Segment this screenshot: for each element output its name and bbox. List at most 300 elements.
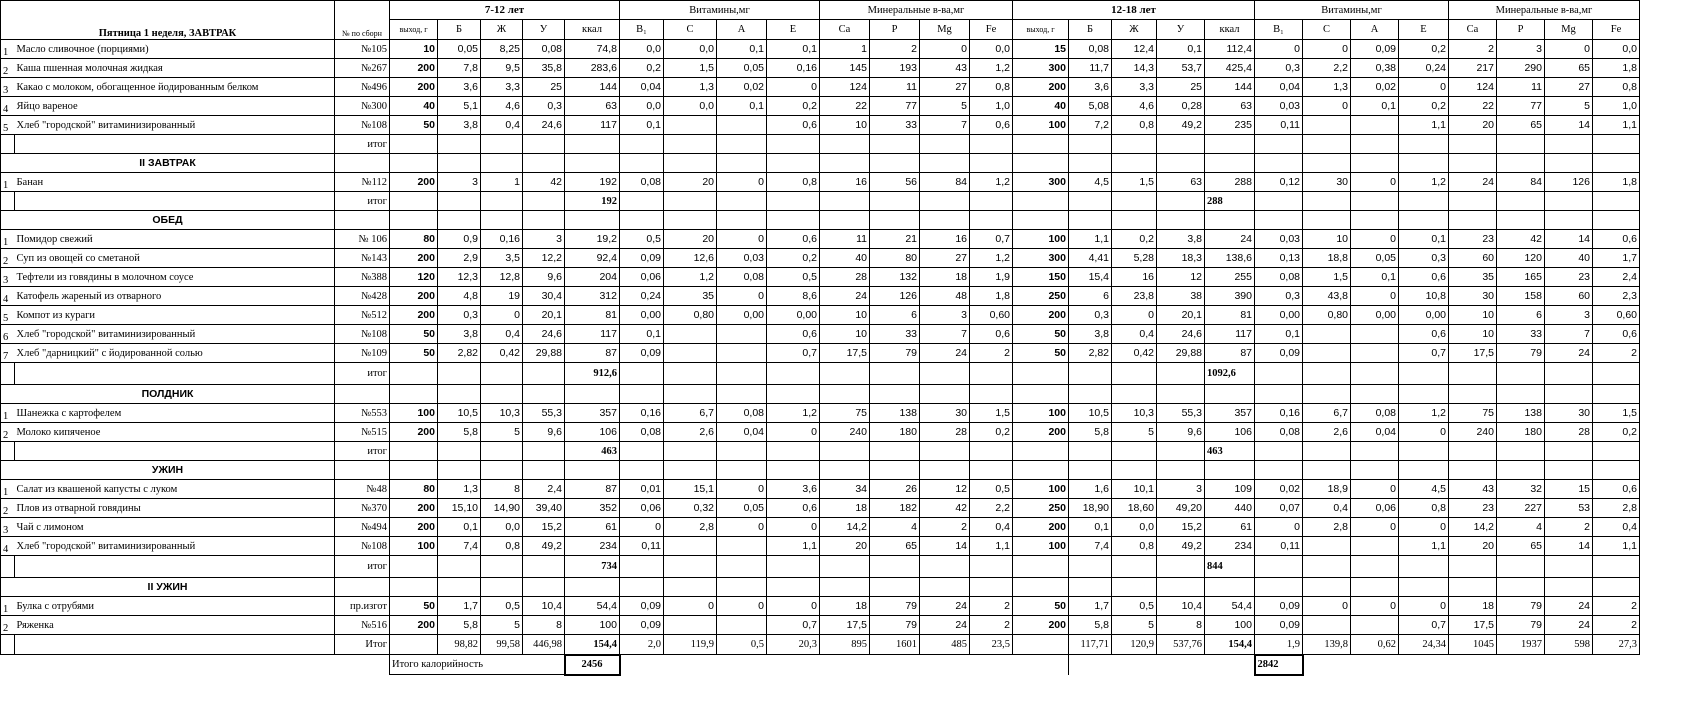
value-b-b12: 0,1 — [1255, 325, 1303, 344]
value-a-c: 6,7 — [664, 404, 717, 423]
empty-cell — [481, 442, 523, 461]
value-a-y: 80 — [390, 480, 438, 499]
empty-cell — [1255, 461, 1303, 480]
value-a-e: 0,8 — [767, 173, 820, 192]
empty-cell — [820, 192, 870, 211]
value-b-b2: 11,7 — [1069, 59, 1112, 78]
value-b-mg2: 24 — [1545, 616, 1593, 635]
value-b-a2: 0,06 — [1351, 499, 1399, 518]
value-a-zh: 8,25 — [481, 40, 523, 59]
value-b-mg2: 24 — [1545, 597, 1593, 616]
value-b-u2: 8 — [1157, 616, 1205, 635]
value-a-p: 80 — [870, 249, 920, 268]
value-b-b2: 6 — [1069, 287, 1112, 306]
value-a-a: 0,05 — [717, 59, 767, 78]
section-total-a: 192 — [565, 192, 620, 211]
value-b-u2: 25 — [1157, 78, 1205, 97]
value-a-b: 3,6 — [438, 78, 481, 97]
empty-cell — [620, 385, 664, 404]
value-b-p2: 4 — [1497, 518, 1545, 537]
value-b-fe2: 1,7 — [1593, 249, 1640, 268]
value-a-kcal: 87 — [565, 480, 620, 499]
value-a-y: 100 — [390, 537, 438, 556]
value-a-fe: 2 — [970, 597, 1013, 616]
empty-cell — [1069, 363, 1112, 385]
section-total-b — [1205, 135, 1255, 154]
menu-row — [1, 306, 1640, 325]
value-a-mg: 24 — [920, 616, 970, 635]
value-a-zh: 5 — [481, 423, 523, 442]
value-b-y2: 200 — [1013, 423, 1069, 442]
empty-cell — [1593, 461, 1640, 480]
value-b-y2: 100 — [1013, 404, 1069, 423]
col-u-b: У — [1157, 20, 1205, 40]
value-b-c2: 0,4 — [1303, 499, 1351, 518]
value-b-p2: 65 — [1497, 116, 1545, 135]
empty-cell — [1497, 461, 1545, 480]
empty-cell — [438, 192, 481, 211]
value-b-mg2: 14 — [1545, 116, 1593, 135]
dish-name: Банан — [15, 173, 335, 192]
empty-cell — [1545, 211, 1593, 230]
value-a-mg: 43 — [920, 59, 970, 78]
empty-cell — [390, 635, 438, 655]
empty-cell — [1013, 211, 1069, 230]
value-a-c: 35 — [664, 287, 717, 306]
value-b-u2: 3 — [1157, 480, 1205, 499]
value-b-fe2: 2,3 — [1593, 287, 1640, 306]
empty-cell — [1112, 556, 1157, 578]
menu-row — [1, 97, 1640, 116]
value-b-u2: 18,3 — [1157, 249, 1205, 268]
value-b-b2: 5,8 — [1069, 616, 1112, 635]
value-a-p: 2 — [870, 40, 920, 59]
value-b-zh2: 0 — [1112, 306, 1157, 325]
value-b-mg2: 7 — [1545, 325, 1593, 344]
menu-row — [1, 116, 1640, 135]
empty-cell — [1449, 135, 1497, 154]
value-a-ca: 145 — [820, 59, 870, 78]
value-b-mg2: 27 — [1545, 78, 1593, 97]
empty-cell — [620, 192, 664, 211]
empty-cell — [1351, 556, 1399, 578]
grand-total-a: 23,5 — [970, 635, 1013, 655]
value-a-c: 1,3 — [664, 78, 717, 97]
value-a-fe: 0,0 — [970, 40, 1013, 59]
dish-name: Ряженка — [15, 616, 335, 635]
empty-cell — [390, 154, 438, 173]
row-index: 4 — [1, 287, 15, 306]
value-b-mg2: 23 — [1545, 268, 1593, 287]
empty-cell — [620, 655, 1069, 675]
value-b-p2: 11 — [1497, 78, 1545, 97]
calories-label: Итого калорийность — [390, 655, 565, 675]
value-a-mg: 7 — [920, 325, 970, 344]
empty-cell — [1013, 461, 1069, 480]
total-label: итог — [335, 192, 390, 211]
recipe-number: №428 — [335, 287, 390, 306]
empty-cell — [523, 211, 565, 230]
value-b-b12: 0,00 — [1255, 306, 1303, 325]
section-header — [1, 154, 1640, 173]
col-min-b: P — [1497, 20, 1545, 40]
value-a-fe: 1,2 — [970, 59, 1013, 78]
empty-cell — [1112, 192, 1157, 211]
empty-cell — [1013, 363, 1069, 385]
empty-cell — [664, 461, 717, 480]
empty-cell — [565, 385, 620, 404]
value-a-p: 65 — [870, 537, 920, 556]
empty-cell — [1205, 461, 1255, 480]
empty-cell — [390, 556, 438, 578]
value-b-c2: 2,8 — [1303, 518, 1351, 537]
empty-cell — [438, 363, 481, 385]
value-a-y: 50 — [390, 344, 438, 363]
value-b-p2: 227 — [1497, 499, 1545, 518]
dish-name: Плов из отварной говядины — [15, 499, 335, 518]
value-b-a2: 0,04 — [1351, 423, 1399, 442]
empty-cell — [1303, 578, 1351, 597]
value-b-u2: 9,6 — [1157, 423, 1205, 442]
empty-cell — [870, 578, 920, 597]
empty-cell — [1545, 556, 1593, 578]
empty-cell — [1351, 135, 1399, 154]
empty-cell — [820, 442, 870, 461]
dish-name: Масло сливочное (порциями) — [15, 40, 335, 59]
value-b-y2: 150 — [1013, 268, 1069, 287]
value-b-a2: 0 — [1351, 173, 1399, 192]
empty-cell — [870, 442, 920, 461]
empty-cell — [870, 461, 920, 480]
dish-name: Хлеб "дарницкий" с йодированной солью — [15, 344, 335, 363]
col-yield-a: выход, г — [390, 20, 438, 40]
empty-cell — [620, 442, 664, 461]
dish-name: Хлеб "городской" витаминизированный — [15, 116, 335, 135]
value-a-fe: 1,2 — [970, 249, 1013, 268]
value-a-ca: 1 — [820, 40, 870, 59]
recipe-number: №48 — [335, 480, 390, 499]
empty-cell — [1399, 461, 1449, 480]
row-index: 5 — [1, 116, 15, 135]
section-total-row — [1, 192, 1640, 211]
empty-cell — [1112, 578, 1157, 597]
value-b-zh2: 5,28 — [1112, 249, 1157, 268]
empty-cell — [717, 556, 767, 578]
value-a-u: 30,4 — [523, 287, 565, 306]
empty-cell — [1069, 135, 1112, 154]
col-vit-b: C — [1303, 20, 1351, 40]
value-b-zh2: 16 — [1112, 268, 1157, 287]
value-a-p: 77 — [870, 97, 920, 116]
value-a-fe: 0,2 — [970, 423, 1013, 442]
value-b-ca2: 17,5 — [1449, 616, 1497, 635]
value-b-b2: 4,41 — [1069, 249, 1112, 268]
value-a-e: 0,00 — [767, 306, 820, 325]
value-a-e: 1,2 — [767, 404, 820, 423]
value-b-p2: 77 — [1497, 97, 1545, 116]
empty-cell — [1205, 154, 1255, 173]
value-b-b2: 10,5 — [1069, 404, 1112, 423]
grand-total-b: 154,4 — [1205, 635, 1255, 655]
dish-name: Тефтели из говядины в молочном соусе — [15, 268, 335, 287]
empty-cell — [1303, 211, 1351, 230]
empty-cell — [870, 135, 920, 154]
value-b-y2: 250 — [1013, 499, 1069, 518]
value-b-fe2: 1,1 — [1593, 537, 1640, 556]
value-a-y: 200 — [390, 249, 438, 268]
empty-cell — [820, 154, 870, 173]
value-a-y: 10 — [390, 40, 438, 59]
col-vit-a: E — [767, 20, 820, 40]
col-vit-b: B₁ — [1255, 20, 1303, 40]
value-b-p2: 32 — [1497, 480, 1545, 499]
value-a-mg: 12 — [920, 480, 970, 499]
col-recipe: № по сборн — [335, 1, 390, 40]
value-a-u: 15,2 — [523, 518, 565, 537]
value-b-kcal2: 54,4 — [1205, 597, 1255, 616]
value-a-y: 200 — [390, 518, 438, 537]
value-a-b1: 0,01 — [620, 480, 664, 499]
value-b-p2: 180 — [1497, 423, 1545, 442]
empty-cell — [1545, 363, 1593, 385]
empty-cell — [717, 192, 767, 211]
value-a-b: 12,3 — [438, 268, 481, 287]
value-b-kcal2: 255 — [1205, 268, 1255, 287]
empty-cell — [870, 385, 920, 404]
empty-cell — [1205, 578, 1255, 597]
empty-cell — [1399, 385, 1449, 404]
grand-total-label: Итог — [335, 635, 390, 655]
value-a-b1: 0,09 — [620, 249, 664, 268]
dish-name: Какао с молоком, обогащенное йодированным белком — [15, 78, 335, 97]
value-b-c2: 0,80 — [1303, 306, 1351, 325]
empty-cell — [970, 363, 1013, 385]
value-a-b1: 0,24 — [620, 287, 664, 306]
value-a-u: 9,6 — [523, 423, 565, 442]
value-b-kcal2: 357 — [1205, 404, 1255, 423]
value-b-zh2: 10,3 — [1112, 404, 1157, 423]
value-a-b: 1,7 — [438, 597, 481, 616]
row-index: 3 — [1, 268, 15, 287]
empty-cell — [767, 461, 820, 480]
empty-cell — [481, 192, 523, 211]
empty-cell — [970, 192, 1013, 211]
empty-cell — [565, 461, 620, 480]
row-index: 1 — [1, 597, 15, 616]
value-a-e: 0,7 — [767, 344, 820, 363]
empty-cell — [970, 461, 1013, 480]
value-a-y: 200 — [390, 78, 438, 97]
value-a-ca: 75 — [820, 404, 870, 423]
empty-cell — [15, 135, 335, 154]
value-b-mg2: 126 — [1545, 173, 1593, 192]
grand-total-b: 0,62 — [1351, 635, 1399, 655]
value-b-c2: 43,8 — [1303, 287, 1351, 306]
value-b-p2: 138 — [1497, 404, 1545, 423]
section-total-b: 463 — [1205, 442, 1255, 461]
value-a-y: 50 — [390, 325, 438, 344]
value-a-kcal: 63 — [565, 97, 620, 116]
value-a-u: 12,2 — [523, 249, 565, 268]
value-a-a: 0,05 — [717, 499, 767, 518]
value-b-e2: 0,7 — [1399, 616, 1449, 635]
value-a-c: 20 — [664, 230, 717, 249]
value-b-zh2: 23,8 — [1112, 287, 1157, 306]
empty-cell — [820, 135, 870, 154]
empty-cell — [1255, 363, 1303, 385]
empty-cell — [620, 154, 664, 173]
recipe-number: №553 — [335, 404, 390, 423]
value-a-c: 2,8 — [664, 518, 717, 537]
empty-cell — [1255, 442, 1303, 461]
value-b-mg2: 24 — [1545, 344, 1593, 363]
grand-total-a: 446,98 — [523, 635, 565, 655]
grand-total-b: 27,3 — [1593, 635, 1640, 655]
empty-cell — [1069, 211, 1112, 230]
menu-row — [1, 499, 1640, 518]
value-a-p: 126 — [870, 287, 920, 306]
value-a-c — [664, 116, 717, 135]
value-b-b12: 0,3 — [1255, 59, 1303, 78]
col-vit-b: A — [1351, 20, 1399, 40]
empty-cell — [1157, 556, 1205, 578]
value-a-p: 193 — [870, 59, 920, 78]
value-b-ca2: 217 — [1449, 59, 1497, 78]
empty-cell — [1351, 211, 1399, 230]
value-a-zh: 3,5 — [481, 249, 523, 268]
empty-cell — [1399, 154, 1449, 173]
value-b-a2: 0,08 — [1351, 404, 1399, 423]
empty-cell — [767, 363, 820, 385]
value-b-a2: 0,1 — [1351, 97, 1399, 116]
empty-cell — [664, 385, 717, 404]
value-b-b2: 7,4 — [1069, 537, 1112, 556]
empty-cell — [970, 578, 1013, 597]
section-total-a: 912,6 — [565, 363, 620, 385]
value-b-a2: 0 — [1351, 518, 1399, 537]
value-b-e2: 0,00 — [1399, 306, 1449, 325]
empty-cell — [565, 211, 620, 230]
menu-row — [1, 480, 1640, 499]
empty-cell — [1351, 385, 1399, 404]
recipe-number: №515 — [335, 423, 390, 442]
value-a-b1: 0,0 — [620, 40, 664, 59]
value-a-y: 120 — [390, 268, 438, 287]
value-a-ca: 14,2 — [820, 518, 870, 537]
value-b-b12: 0,11 — [1255, 116, 1303, 135]
empty-cell — [438, 556, 481, 578]
value-b-zh2: 0,42 — [1112, 344, 1157, 363]
row-index: 5 — [1, 306, 15, 325]
empty-cell — [1205, 385, 1255, 404]
empty-cell — [1449, 192, 1497, 211]
value-b-y2: 100 — [1013, 537, 1069, 556]
empty-cell — [1013, 192, 1069, 211]
value-b-e2: 0,6 — [1399, 325, 1449, 344]
empty-cell — [1545, 192, 1593, 211]
value-b-kcal2: 87 — [1205, 344, 1255, 363]
empty-cell — [1303, 154, 1351, 173]
row-index: 2 — [1, 249, 15, 268]
empty-cell — [970, 211, 1013, 230]
dish-name: Суп из овощей со сметаной — [15, 249, 335, 268]
value-a-b1: 0 — [620, 518, 664, 537]
empty-cell — [523, 461, 565, 480]
empty-cell — [1449, 363, 1497, 385]
value-a-u: 49,2 — [523, 537, 565, 556]
value-a-c: 1,5 — [664, 59, 717, 78]
empty-cell — [1545, 461, 1593, 480]
value-b-zh2: 3,3 — [1112, 78, 1157, 97]
menu-row — [1, 287, 1640, 306]
grand-total-b: 117,71 — [1069, 635, 1112, 655]
empty-cell — [664, 211, 717, 230]
total-label: итог — [335, 135, 390, 154]
value-b-u2: 10,4 — [1157, 597, 1205, 616]
value-b-b2: 3,6 — [1069, 78, 1112, 97]
value-a-b: 10,5 — [438, 404, 481, 423]
value-b-y2: 50 — [1013, 597, 1069, 616]
value-a-a: 0,1 — [717, 40, 767, 59]
value-a-p: 182 — [870, 499, 920, 518]
value-a-c: 0 — [664, 597, 717, 616]
dish-name: Катофель жареный из отварного — [15, 287, 335, 306]
col-min-a: P — [870, 20, 920, 40]
row-index: 3 — [1, 518, 15, 537]
empty-cell — [920, 461, 970, 480]
value-b-u2: 24,6 — [1157, 325, 1205, 344]
value-a-fe: 0,5 — [970, 480, 1013, 499]
value-a-p: 4 — [870, 518, 920, 537]
value-b-fe2: 1,0 — [1593, 97, 1640, 116]
value-b-p2: 79 — [1497, 616, 1545, 635]
value-b-b12: 0,12 — [1255, 173, 1303, 192]
empty-cell — [620, 363, 664, 385]
value-a-fe: 2,2 — [970, 499, 1013, 518]
value-a-zh: 8 — [481, 480, 523, 499]
value-b-c2 — [1303, 344, 1351, 363]
value-b-kcal2: 81 — [1205, 306, 1255, 325]
value-a-a: 0,02 — [717, 78, 767, 97]
value-b-c2 — [1303, 537, 1351, 556]
empty-cell — [1112, 135, 1157, 154]
empty-cell — [1112, 363, 1157, 385]
value-b-b12: 0,08 — [1255, 268, 1303, 287]
menu-row — [1, 173, 1640, 192]
row-index: 2 — [1, 499, 15, 518]
value-a-fe: 1,5 — [970, 404, 1013, 423]
value-b-u2: 49,20 — [1157, 499, 1205, 518]
value-a-b: 3,8 — [438, 325, 481, 344]
empty-cell — [717, 578, 767, 597]
value-b-mg2: 65 — [1545, 59, 1593, 78]
value-b-ca2: 23 — [1449, 230, 1497, 249]
value-a-b: 3,8 — [438, 116, 481, 135]
value-a-mg: 24 — [920, 344, 970, 363]
value-a-b: 0,9 — [438, 230, 481, 249]
value-a-b: 15,10 — [438, 499, 481, 518]
value-a-u: 55,3 — [523, 404, 565, 423]
value-b-ca2: 240 — [1449, 423, 1497, 442]
empty-cell — [438, 385, 481, 404]
value-a-u: 42 — [523, 173, 565, 192]
empty-cell — [1545, 135, 1593, 154]
col-min-b: Fe — [1593, 20, 1640, 40]
value-b-kcal2: 390 — [1205, 287, 1255, 306]
value-a-p: 33 — [870, 116, 920, 135]
value-b-c2: 6,7 — [1303, 404, 1351, 423]
empty-cell — [1351, 461, 1399, 480]
